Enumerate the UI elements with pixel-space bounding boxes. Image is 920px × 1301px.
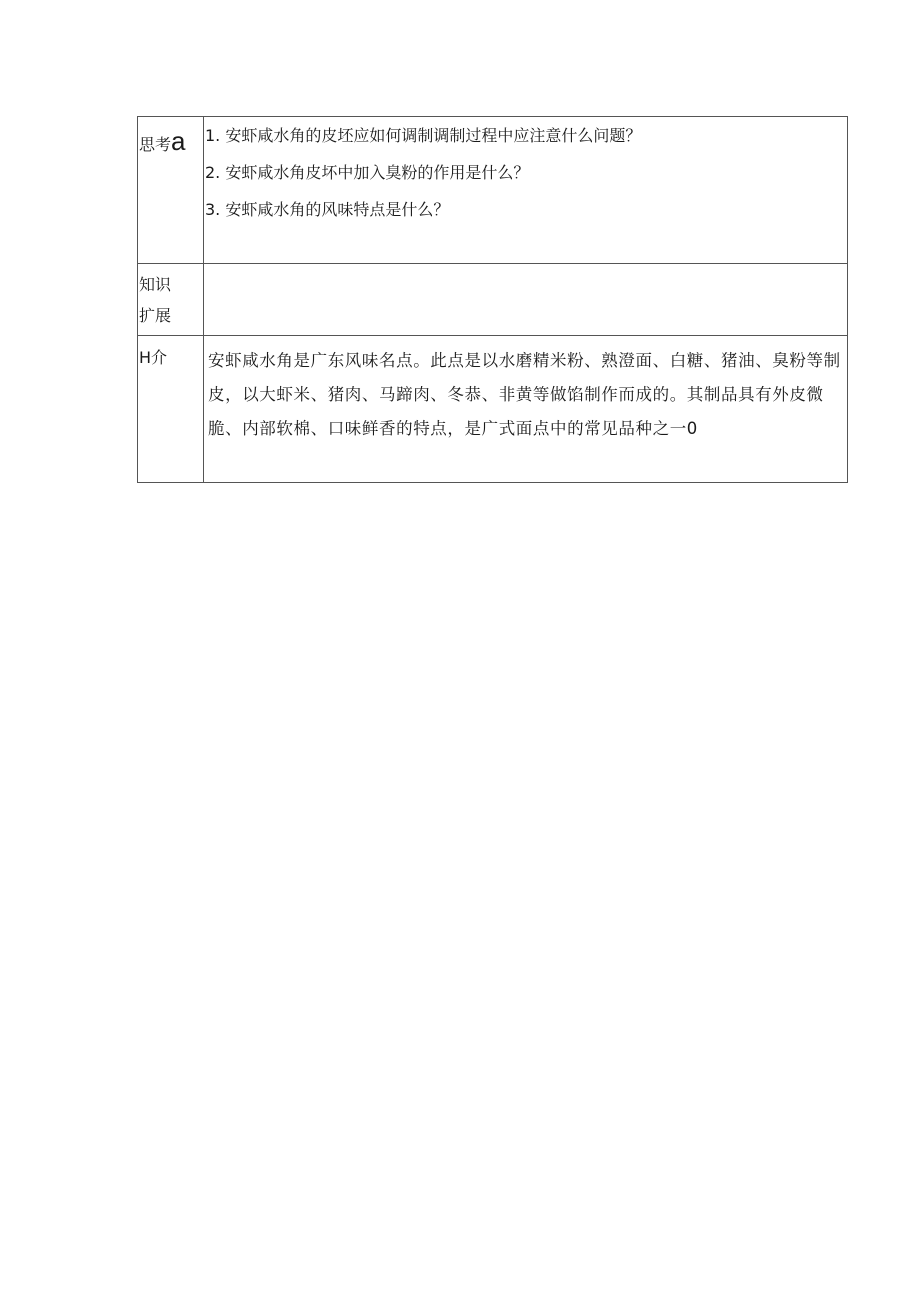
- questions-label: 思考: [139, 135, 172, 154]
- question-item-3: 3. 安虾咸水角的风味特点是什么？: [205, 200, 450, 219]
- question-item-1: 1. 安虾咸水角的皮坯应如何调制调制过程中应注意什么问题？: [205, 126, 642, 145]
- knowledge-label-line2: 扩展: [139, 306, 172, 325]
- document-table: [137, 116, 848, 483]
- questions-label-cell: [138, 117, 204, 264]
- intro-label-cell: [138, 336, 204, 483]
- intro-content-cell: [204, 336, 848, 483]
- questions-label-suffix: a: [171, 126, 186, 156]
- intro-label: H介: [139, 348, 168, 367]
- intro-row: [138, 336, 848, 483]
- knowledge-row: [138, 264, 848, 336]
- knowledge-label-line1: 知识: [139, 275, 172, 294]
- knowledge-label-cell: [138, 264, 204, 336]
- questions-row: [138, 117, 848, 264]
- intro-text: 安虾咸水角是广东风味名点。此点是以水磨精米粉、熟澄面、白糖、猪油、臭粉等制皮，以大虾米、猪肉、马蹄肉、冬恭、非黄等做馅制作而成的。其制品具有外皮微脆、内部软棉、口味鲜香的特点，是广式面点中的常见品种之一0: [208, 351, 841, 438]
- question-item-2: 2. 安虾咸水角皮坏中加入臭粉的作用是什么？: [205, 163, 530, 182]
- knowledge-content-cell: [204, 264, 848, 336]
- questions-content-cell: [204, 117, 848, 264]
